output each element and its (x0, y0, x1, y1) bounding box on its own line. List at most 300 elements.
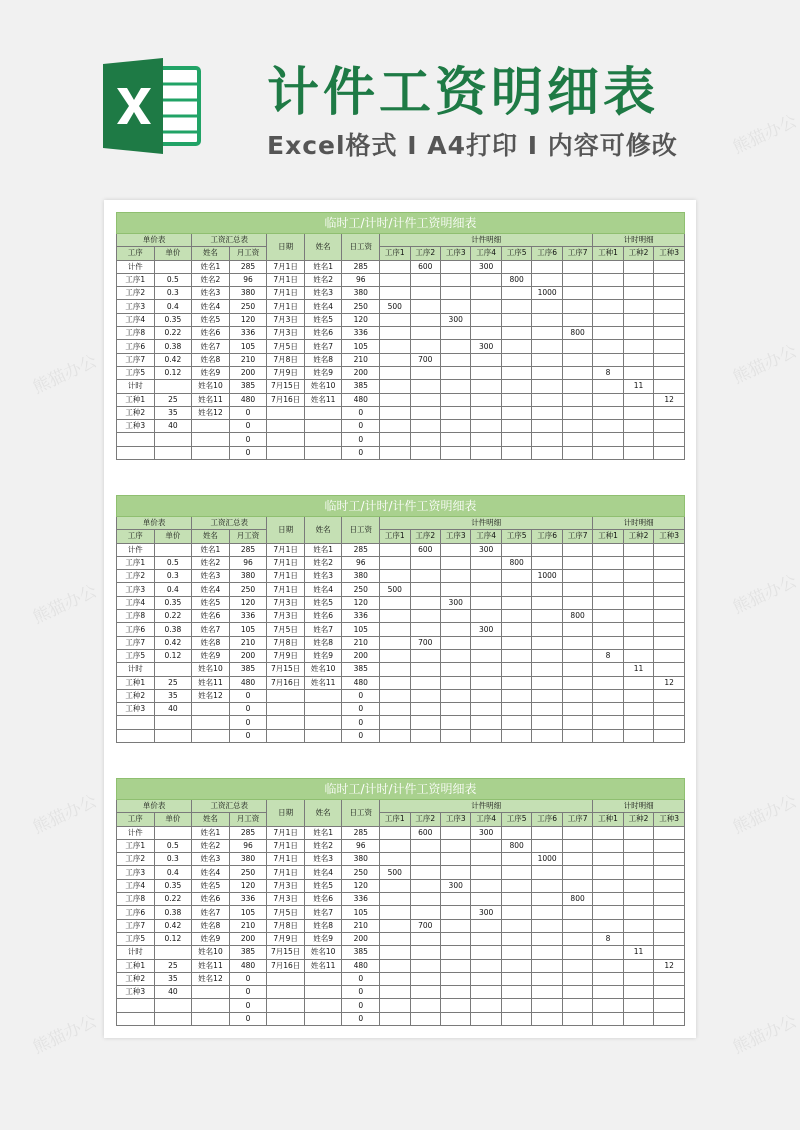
cell-daily-wage[interactable]: 200 (342, 649, 380, 662)
cell-time[interactable] (623, 729, 653, 742)
cell-date[interactable]: 7月5日 (267, 623, 305, 636)
cell-piece[interactable] (410, 879, 440, 892)
cell-date[interactable] (267, 716, 305, 729)
cell-name[interactable]: 姓名11 (304, 959, 342, 972)
cell-time[interactable] (654, 623, 685, 636)
cell-process[interactable]: 计时 (117, 946, 155, 959)
cell-piece[interactable]: 500 (380, 300, 410, 313)
cell-summary-name[interactable]: 姓名1 (192, 826, 230, 839)
cell-monthly-wage[interactable]: 200 (229, 649, 267, 662)
cell-time[interactable] (654, 327, 685, 340)
cell-time[interactable] (654, 543, 685, 556)
cell-time[interactable] (623, 446, 653, 459)
header-piece-col[interactable]: 工序4 (471, 813, 501, 826)
header-name[interactable]: 姓名 (304, 800, 342, 827)
cell-monthly-wage[interactable]: 285 (229, 826, 267, 839)
header-piece-col[interactable]: 工序5 (501, 813, 531, 826)
cell-piece[interactable] (471, 300, 501, 313)
header-piece-col[interactable]: 工序1 (380, 530, 410, 543)
cell-time[interactable] (654, 716, 685, 729)
cell-process[interactable]: 工序7 (117, 636, 155, 649)
cell-piece[interactable] (532, 839, 562, 852)
cell-name[interactable]: 姓名9 (304, 649, 342, 662)
cell-time[interactable] (623, 919, 653, 932)
header-summary-name[interactable]: 姓名 (192, 530, 230, 543)
cell-piece[interactable] (532, 919, 562, 932)
cell-piece[interactable] (562, 393, 592, 406)
cell-price[interactable]: 25 (154, 393, 192, 406)
cell-time[interactable] (623, 879, 653, 892)
cell-daily-wage[interactable]: 250 (342, 300, 380, 313)
cell-process[interactable]: 计件 (117, 260, 155, 273)
cell-name[interactable]: 姓名5 (304, 879, 342, 892)
cell-piece[interactable] (562, 433, 592, 446)
cell-time[interactable] (654, 433, 685, 446)
cell-daily-wage[interactable]: 0 (342, 986, 380, 999)
cell-time[interactable] (654, 689, 685, 702)
cell-piece[interactable]: 800 (562, 327, 592, 340)
cell-date[interactable]: 7月3日 (267, 610, 305, 623)
cell-price[interactable]: 0.5 (154, 839, 192, 852)
cell-monthly-wage[interactable]: 480 (229, 959, 267, 972)
cell-monthly-wage[interactable]: 105 (229, 340, 267, 353)
cell-piece[interactable] (532, 340, 562, 353)
cell-time[interactable] (593, 340, 623, 353)
cell-piece[interactable] (532, 946, 562, 959)
cell-piece[interactable] (380, 959, 410, 972)
cell-time[interactable] (623, 570, 653, 583)
cell-piece[interactable] (532, 649, 562, 662)
cell-process[interactable]: 工序1 (117, 273, 155, 286)
cell-time[interactable] (654, 406, 685, 419)
cell-piece[interactable] (440, 610, 470, 623)
cell-piece[interactable] (410, 853, 440, 866)
header-piece-col[interactable]: 工序5 (501, 247, 531, 260)
cell-piece[interactable] (471, 649, 501, 662)
cell-piece[interactable] (410, 287, 440, 300)
cell-piece[interactable] (562, 703, 592, 716)
cell-piece[interactable] (532, 729, 562, 742)
cell-price[interactable]: 0.22 (154, 327, 192, 340)
cell-time[interactable] (593, 380, 623, 393)
cell-piece[interactable] (532, 260, 562, 273)
cell-summary-name[interactable]: 姓名2 (192, 839, 230, 852)
cell-summary-name[interactable]: 姓名9 (192, 649, 230, 662)
cell-time[interactable] (623, 676, 653, 689)
cell-name[interactable]: 姓名9 (304, 932, 342, 945)
cell-piece[interactable] (562, 972, 592, 985)
cell-piece[interactable] (562, 556, 592, 569)
cell-time[interactable] (654, 729, 685, 742)
cell-summary-name[interactable]: 姓名4 (192, 583, 230, 596)
cell-process[interactable]: 工序8 (117, 327, 155, 340)
cell-piece[interactable] (410, 649, 440, 662)
cell-piece[interactable] (410, 986, 440, 999)
cell-piece[interactable] (562, 649, 592, 662)
cell-summary-name[interactable]: 姓名7 (192, 340, 230, 353)
cell-daily-wage[interactable]: 210 (342, 353, 380, 366)
cell-summary-name[interactable]: 姓名11 (192, 676, 230, 689)
cell-date[interactable]: 7月8日 (267, 353, 305, 366)
cell-piece[interactable] (562, 636, 592, 649)
cell-process[interactable]: 工序2 (117, 853, 155, 866)
cell-process[interactable]: 工序5 (117, 366, 155, 379)
cell-piece[interactable] (410, 300, 440, 313)
table-title[interactable]: 临时工/计时/计件工资明细表 (117, 213, 685, 234)
cell-process[interactable] (117, 446, 155, 459)
cell-time[interactable] (623, 972, 653, 985)
cell-time[interactable] (623, 366, 653, 379)
cell-date[interactable] (267, 420, 305, 433)
cell-piece[interactable] (380, 879, 410, 892)
cell-piece[interactable] (471, 893, 501, 906)
cell-piece[interactable]: 300 (440, 313, 470, 326)
header-price[interactable]: 单价 (154, 813, 192, 826)
cell-monthly-wage[interactable]: 0 (229, 729, 267, 742)
cell-process[interactable]: 工序3 (117, 583, 155, 596)
cell-time[interactable] (623, 543, 653, 556)
cell-piece[interactable] (471, 999, 501, 1012)
cell-piece[interactable] (440, 906, 470, 919)
cell-piece[interactable] (532, 583, 562, 596)
cell-piece[interactable] (440, 716, 470, 729)
cell-time[interactable] (654, 866, 685, 879)
cell-name[interactable] (304, 703, 342, 716)
cell-time[interactable] (623, 273, 653, 286)
cell-piece[interactable] (501, 906, 531, 919)
cell-price[interactable] (154, 1012, 192, 1025)
cell-daily-wage[interactable]: 120 (342, 596, 380, 609)
cell-process[interactable]: 工序1 (117, 839, 155, 852)
cell-summary-name[interactable]: 姓名7 (192, 623, 230, 636)
cell-piece[interactable]: 800 (562, 893, 592, 906)
header-piece-col[interactable]: 工序3 (440, 813, 470, 826)
cell-piece[interactable] (471, 327, 501, 340)
cell-date[interactable]: 7月1日 (267, 853, 305, 866)
cell-time[interactable] (593, 853, 623, 866)
cell-name[interactable]: 姓名5 (304, 313, 342, 326)
cell-date[interactable]: 7月1日 (267, 866, 305, 879)
cell-piece[interactable] (501, 353, 531, 366)
cell-date[interactable]: 7月1日 (267, 273, 305, 286)
cell-piece[interactable] (501, 919, 531, 932)
header-process[interactable]: 工序 (117, 813, 155, 826)
cell-price[interactable] (154, 946, 192, 959)
cell-daily-wage[interactable]: 210 (342, 919, 380, 932)
cell-piece[interactable] (440, 260, 470, 273)
header-piece-col[interactable]: 工序1 (380, 247, 410, 260)
cell-process[interactable]: 计件 (117, 543, 155, 556)
header-name[interactable]: 姓名 (304, 517, 342, 544)
header-salary-summary[interactable]: 工资汇总表 (192, 234, 267, 247)
cell-summary-name[interactable]: 姓名3 (192, 853, 230, 866)
cell-piece[interactable] (440, 433, 470, 446)
cell-piece[interactable]: 700 (410, 353, 440, 366)
cell-daily-wage[interactable]: 336 (342, 610, 380, 623)
cell-monthly-wage[interactable]: 336 (229, 327, 267, 340)
cell-time[interactable] (593, 556, 623, 569)
cell-price[interactable]: 0.4 (154, 300, 192, 313)
cell-price[interactable]: 0.3 (154, 287, 192, 300)
cell-summary-name[interactable]: 姓名5 (192, 596, 230, 609)
cell-time[interactable] (623, 959, 653, 972)
cell-price[interactable]: 0.38 (154, 623, 192, 636)
header-summary-name[interactable]: 姓名 (192, 247, 230, 260)
cell-piece[interactable] (410, 420, 440, 433)
cell-monthly-wage[interactable]: 0 (229, 433, 267, 446)
cell-time[interactable]: 12 (654, 393, 685, 406)
cell-piece[interactable] (562, 676, 592, 689)
cell-piece[interactable] (380, 703, 410, 716)
cell-piece[interactable] (410, 729, 440, 742)
cell-time[interactable] (623, 999, 653, 1012)
cell-summary-name[interactable]: 姓名11 (192, 393, 230, 406)
cell-piece[interactable] (532, 596, 562, 609)
header-piece-col[interactable]: 工序7 (562, 530, 592, 543)
cell-summary-name[interactable]: 姓名3 (192, 570, 230, 583)
cell-time[interactable] (654, 919, 685, 932)
cell-piece[interactable] (440, 893, 470, 906)
cell-piece[interactable] (471, 380, 501, 393)
cell-time[interactable]: 8 (593, 649, 623, 662)
cell-piece[interactable] (471, 879, 501, 892)
cell-time[interactable] (593, 433, 623, 446)
cell-price[interactable]: 35 (154, 689, 192, 702)
cell-summary-name[interactable]: 姓名9 (192, 932, 230, 945)
cell-piece[interactable] (562, 420, 592, 433)
cell-piece[interactable] (562, 313, 592, 326)
header-piece-col[interactable]: 工序4 (471, 530, 501, 543)
cell-time[interactable] (623, 327, 653, 340)
cell-piece[interactable]: 600 (410, 260, 440, 273)
cell-time[interactable] (654, 340, 685, 353)
cell-price[interactable] (154, 716, 192, 729)
cell-piece[interactable]: 800 (501, 839, 531, 852)
cell-piece[interactable] (410, 959, 440, 972)
cell-process[interactable]: 计时 (117, 380, 155, 393)
cell-time[interactable] (593, 716, 623, 729)
cell-piece[interactable] (380, 919, 410, 932)
cell-piece[interactable] (562, 879, 592, 892)
header-summary-name[interactable]: 姓名 (192, 813, 230, 826)
cell-process[interactable]: 计时 (117, 663, 155, 676)
cell-date[interactable]: 7月1日 (267, 287, 305, 300)
cell-time[interactable] (623, 340, 653, 353)
cell-piece[interactable] (410, 676, 440, 689)
cell-name[interactable]: 姓名11 (304, 676, 342, 689)
cell-time[interactable] (654, 649, 685, 662)
cell-name[interactable]: 姓名7 (304, 340, 342, 353)
cell-piece[interactable] (440, 636, 470, 649)
cell-piece[interactable] (440, 406, 470, 419)
cell-name[interactable]: 姓名7 (304, 906, 342, 919)
cell-process[interactable]: 工序2 (117, 570, 155, 583)
cell-piece[interactable] (380, 986, 410, 999)
cell-piece[interactable] (532, 393, 562, 406)
cell-summary-name[interactable] (192, 729, 230, 742)
cell-piece[interactable] (532, 879, 562, 892)
cell-date[interactable]: 7月1日 (267, 570, 305, 583)
cell-process[interactable]: 工序4 (117, 313, 155, 326)
cell-time[interactable] (654, 556, 685, 569)
header-time-col[interactable]: 工种2 (623, 530, 653, 543)
cell-date[interactable] (267, 406, 305, 419)
cell-time[interactable] (593, 999, 623, 1012)
cell-piece[interactable] (380, 260, 410, 273)
cell-piece[interactable]: 300 (471, 340, 501, 353)
cell-name[interactable]: 姓名2 (304, 556, 342, 569)
cell-piece[interactable] (501, 596, 531, 609)
cell-summary-name[interactable] (192, 1012, 230, 1025)
cell-time[interactable]: 11 (623, 380, 653, 393)
cell-price[interactable]: 40 (154, 703, 192, 716)
cell-price[interactable] (154, 663, 192, 676)
cell-piece[interactable] (440, 649, 470, 662)
cell-time[interactable] (623, 932, 653, 945)
cell-date[interactable]: 7月15日 (267, 663, 305, 676)
cell-summary-name[interactable]: 姓名1 (192, 260, 230, 273)
cell-piece[interactable] (562, 623, 592, 636)
cell-time[interactable]: 11 (623, 663, 653, 676)
cell-date[interactable] (267, 999, 305, 1012)
cell-process[interactable]: 工序6 (117, 906, 155, 919)
cell-name[interactable]: 姓名3 (304, 853, 342, 866)
cell-piece[interactable] (471, 986, 501, 999)
cell-summary-name[interactable]: 姓名12 (192, 406, 230, 419)
cell-date[interactable]: 7月3日 (267, 327, 305, 340)
cell-piece[interactable] (471, 313, 501, 326)
cell-piece[interactable] (440, 287, 470, 300)
cell-process[interactable] (117, 999, 155, 1012)
cell-piece[interactable] (380, 893, 410, 906)
cell-name[interactable]: 姓名6 (304, 610, 342, 623)
cell-time[interactable] (623, 260, 653, 273)
cell-date[interactable] (267, 689, 305, 702)
cell-time[interactable] (654, 366, 685, 379)
cell-piece[interactable] (440, 932, 470, 945)
cell-time[interactable] (654, 703, 685, 716)
cell-piece[interactable] (501, 703, 531, 716)
header-time-col[interactable]: 工种3 (654, 813, 685, 826)
cell-name[interactable] (304, 689, 342, 702)
cell-time[interactable] (654, 313, 685, 326)
cell-name[interactable]: 姓名2 (304, 273, 342, 286)
cell-piece[interactable] (440, 340, 470, 353)
cell-time[interactable] (593, 636, 623, 649)
cell-piece[interactable] (380, 393, 410, 406)
cell-piece[interactable] (410, 583, 440, 596)
cell-price[interactable]: 0.22 (154, 893, 192, 906)
cell-process[interactable]: 工种1 (117, 676, 155, 689)
cell-summary-name[interactable]: 姓名10 (192, 663, 230, 676)
cell-process[interactable] (117, 716, 155, 729)
cell-name[interactable]: 姓名4 (304, 866, 342, 879)
cell-summary-name[interactable]: 姓名5 (192, 313, 230, 326)
cell-piece[interactable] (440, 543, 470, 556)
cell-time[interactable] (593, 676, 623, 689)
cell-name[interactable]: 姓名5 (304, 596, 342, 609)
cell-piece[interactable] (501, 340, 531, 353)
cell-summary-name[interactable]: 姓名11 (192, 959, 230, 972)
cell-time[interactable] (593, 623, 623, 636)
cell-piece[interactable] (471, 853, 501, 866)
cell-piece[interactable] (471, 610, 501, 623)
cell-date[interactable]: 7月16日 (267, 676, 305, 689)
cell-piece[interactable] (410, 366, 440, 379)
cell-process[interactable]: 工种3 (117, 703, 155, 716)
cell-time[interactable] (623, 433, 653, 446)
cell-time[interactable] (623, 906, 653, 919)
cell-time[interactable] (654, 583, 685, 596)
cell-time[interactable] (623, 556, 653, 569)
cell-time[interactable] (654, 300, 685, 313)
cell-time[interactable] (623, 623, 653, 636)
header-date[interactable]: 日期 (267, 800, 305, 827)
cell-summary-name[interactable]: 姓名3 (192, 287, 230, 300)
cell-name[interactable] (304, 446, 342, 459)
cell-monthly-wage[interactable]: 105 (229, 906, 267, 919)
cell-piece[interactable] (471, 393, 501, 406)
cell-piece[interactable] (380, 729, 410, 742)
cell-piece[interactable] (501, 313, 531, 326)
header-monthly-wage[interactable]: 月工资 (229, 813, 267, 826)
cell-piece[interactable] (380, 853, 410, 866)
cell-process[interactable]: 工序2 (117, 287, 155, 300)
header-time-detail[interactable]: 计时明细 (593, 800, 685, 813)
cell-summary-name[interactable] (192, 446, 230, 459)
cell-summary-name[interactable]: 姓名10 (192, 380, 230, 393)
cell-daily-wage[interactable]: 336 (342, 893, 380, 906)
cell-piece[interactable] (410, 999, 440, 1012)
cell-piece[interactable] (440, 946, 470, 959)
cell-process[interactable]: 工序6 (117, 623, 155, 636)
cell-piece[interactable] (440, 583, 470, 596)
cell-piece[interactable] (440, 420, 470, 433)
cell-piece[interactable] (440, 959, 470, 972)
cell-piece[interactable] (380, 610, 410, 623)
cell-piece[interactable] (471, 959, 501, 972)
header-piece-detail[interactable]: 计件明细 (380, 800, 593, 813)
cell-summary-name[interactable]: 姓名2 (192, 556, 230, 569)
header-date[interactable]: 日期 (267, 517, 305, 544)
cell-name[interactable]: 姓名6 (304, 327, 342, 340)
cell-piece[interactable] (380, 366, 410, 379)
cell-piece[interactable] (562, 260, 592, 273)
cell-piece[interactable] (562, 826, 592, 839)
cell-piece[interactable] (410, 556, 440, 569)
cell-piece[interactable] (562, 986, 592, 999)
cell-time[interactable] (623, 300, 653, 313)
cell-piece[interactable] (501, 433, 531, 446)
cell-summary-name[interactable]: 姓名8 (192, 353, 230, 366)
cell-piece[interactable]: 300 (471, 543, 501, 556)
cell-piece[interactable]: 800 (501, 556, 531, 569)
cell-piece[interactable] (410, 906, 440, 919)
cell-name[interactable] (304, 1012, 342, 1025)
cell-name[interactable]: 姓名6 (304, 893, 342, 906)
cell-date[interactable] (267, 446, 305, 459)
header-price[interactable]: 单价 (154, 247, 192, 260)
cell-piece[interactable]: 300 (471, 826, 501, 839)
cell-piece[interactable]: 1000 (532, 570, 562, 583)
cell-piece[interactable] (532, 543, 562, 556)
header-time-col[interactable]: 工种1 (593, 530, 623, 543)
cell-price[interactable]: 0.42 (154, 636, 192, 649)
cell-price[interactable]: 0.35 (154, 596, 192, 609)
cell-name[interactable]: 姓名3 (304, 287, 342, 300)
cell-name[interactable] (304, 406, 342, 419)
cell-piece[interactable] (380, 999, 410, 1012)
